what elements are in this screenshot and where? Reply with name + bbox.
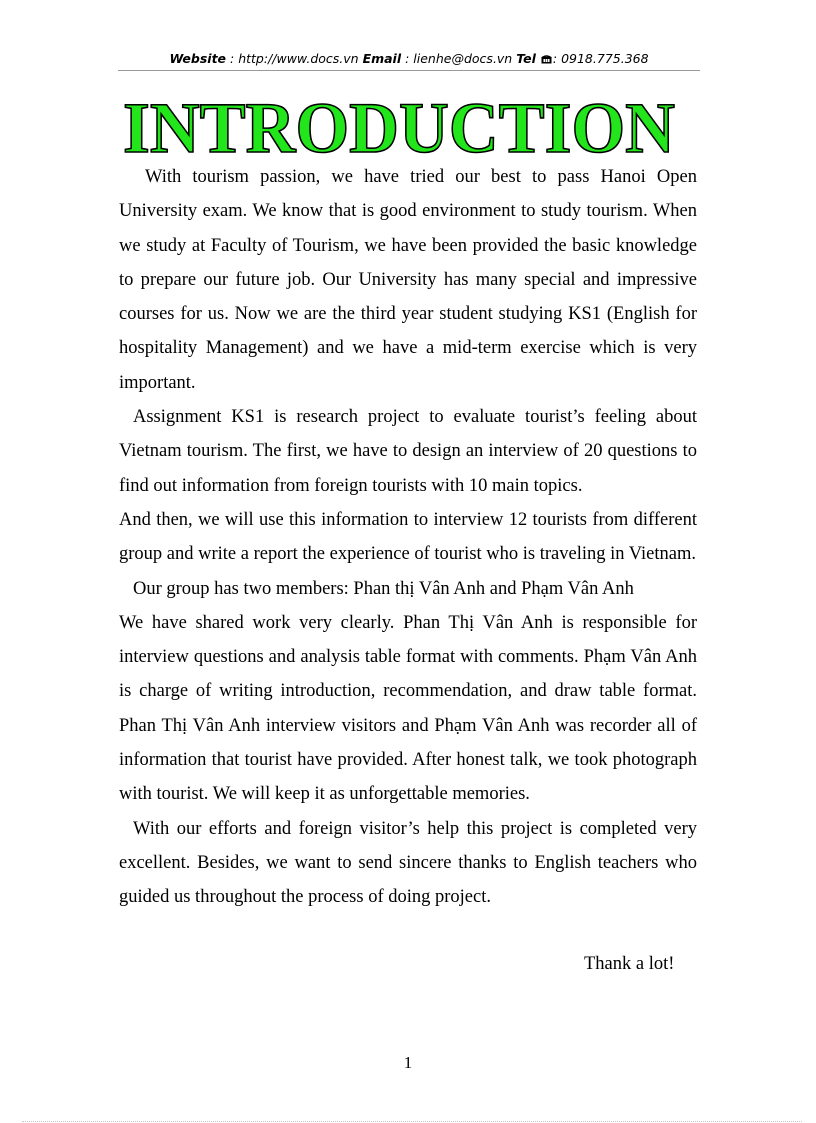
- paragraph-assignment: Assignment KS1 is research project to evaluate tourist’s feeling about Vietnam tourism. The first, we have to design an interview of 20 questions to find out information from foreign tourists with 10 main topics.: [119, 407, 697, 496]
- header-divider: [118, 70, 700, 71]
- email-address[interactable]: : lienhe@docs.vn: [401, 51, 517, 66]
- footer-divider: [22, 1121, 802, 1122]
- paragraph-interview: And then, we will use this information to interview 12 tourists from different group and write a report the experience of tourist who is traveling in Vietnam.: [119, 509, 697, 565]
- paragraph-thanks: With our efforts and foreign visitor’s help this project is completed very excellent. Besides, we want to send sincere thanks to English teachers who guided us throughout the process of doing project.: [119, 818, 697, 908]
- tel-number[interactable]: : 0918.775.368: [552, 51, 649, 66]
- page-title: INTRODUCTION: [123, 90, 675, 164]
- title-graphic: [118, 90, 680, 164]
- page-number: 1: [403, 1053, 413, 1072]
- website-label: Website: [169, 51, 227, 66]
- body-text: [119, 160, 697, 915]
- paragraph-members: Our group has two members: Phan thị Vân Anh and Phạm Vân Anh: [133, 578, 634, 599]
- website-url[interactable]: : http://www.docs.vn: [226, 51, 363, 66]
- closing-line: Thank a lot!: [584, 954, 675, 974]
- page-header: [118, 51, 700, 67]
- phone-icon: [541, 54, 552, 64]
- paragraph-intro: With tourism passion, we have tried our best to pass Hanoi Open University exam. We know that is good environment to study tourism. When we study at Faculty of Tourism, we have been provided the basic knowledge to prepare our future job. Our University has many special and impressive courses for us. Now we are the third year student studying KS1 (English for hospitality Management) and we have a mid-term exercise which is very important.: [119, 167, 697, 393]
- email-label: Email: [362, 51, 402, 66]
- title-wordart: [118, 90, 680, 164]
- tel-label: Tel: [516, 51, 536, 66]
- paragraph-shared-work: We have shared work very clearly. Phan Thị Vân Anh is responsible for interview questions and analysis table format with comments. Phạm Vân Anh is charge of writing introduction, recommendation, and draw table format. Phan Thị Vân Anh interview visitors and Phạm Vân Anh was recorder all of information that tourist have provided. After honest talk, we took photograph with tourist. We will keep it as unforgettable memories.: [119, 612, 697, 805]
